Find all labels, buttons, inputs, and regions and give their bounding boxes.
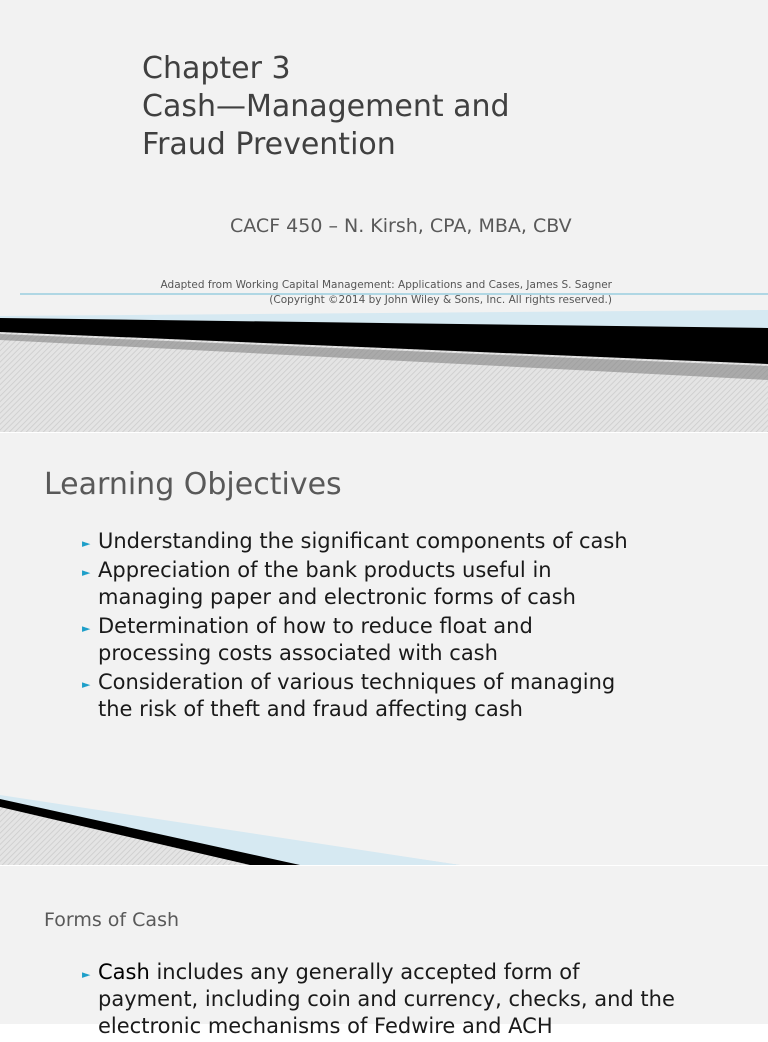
objectives-heading: Learning Objectives — [44, 467, 342, 502]
list-item — [80, 613, 650, 667]
forms-list — [80, 959, 680, 1042]
chapter-title-line2: Fraud Prevention — [142, 127, 396, 162]
list-item — [80, 669, 650, 723]
list-item — [80, 557, 650, 611]
objectives-list — [80, 528, 650, 725]
objective-text: Determination of how to reduce float and processing costs associated with cash — [98, 614, 533, 665]
objective-text: Understanding the significant components of cash — [98, 529, 628, 553]
triangle-bullet-icon: ► — [82, 566, 91, 579]
forms-of-cash-slide — [0, 866, 768, 1038]
objectives-swoosh-decoration — [0, 793, 768, 865]
forms-heading: Forms of Cash — [44, 909, 180, 931]
credit-line-1: Adapted from Working Capital Management: Applications and Cases, James S. Sagner — [160, 279, 612, 291]
credit-line-2: (Copyright ©2014 by John Wiley & Sons, Inc. All rights reserved.) — [269, 294, 612, 306]
objectives-slide — [0, 433, 768, 865]
chapter-number: Chapter 3 — [142, 51, 291, 86]
list-item — [80, 959, 680, 1040]
cash-definition: includes any generally accepted form of payment, including coin and currency, checks, and the electronic mechanisms of Fedwire and ACH — [98, 960, 675, 1038]
triangle-bullet-icon: ► — [82, 678, 91, 691]
triangle-bullet-icon: ► — [82, 968, 91, 981]
list-item — [80, 528, 650, 555]
title-swoosh-decoration — [0, 288, 768, 432]
course-subtitle: CACF 450 – N. Kirsh, CPA, MBA, CBV — [230, 215, 572, 237]
title-slide — [0, 0, 768, 432]
chapter-title — [142, 50, 510, 164]
chapter-title-line1: Cash—Management and — [142, 89, 510, 124]
triangle-bullet-icon: ► — [82, 537, 91, 550]
cash-term: Cash — [98, 960, 150, 984]
objective-text: Appreciation of the bank products useful in managing paper and electronic forms of cash — [98, 558, 576, 609]
triangle-bullet-icon: ► — [82, 622, 91, 635]
objective-text: Consideration of various techniques of managing the risk of theft and fraud affecting cash — [98, 670, 616, 721]
